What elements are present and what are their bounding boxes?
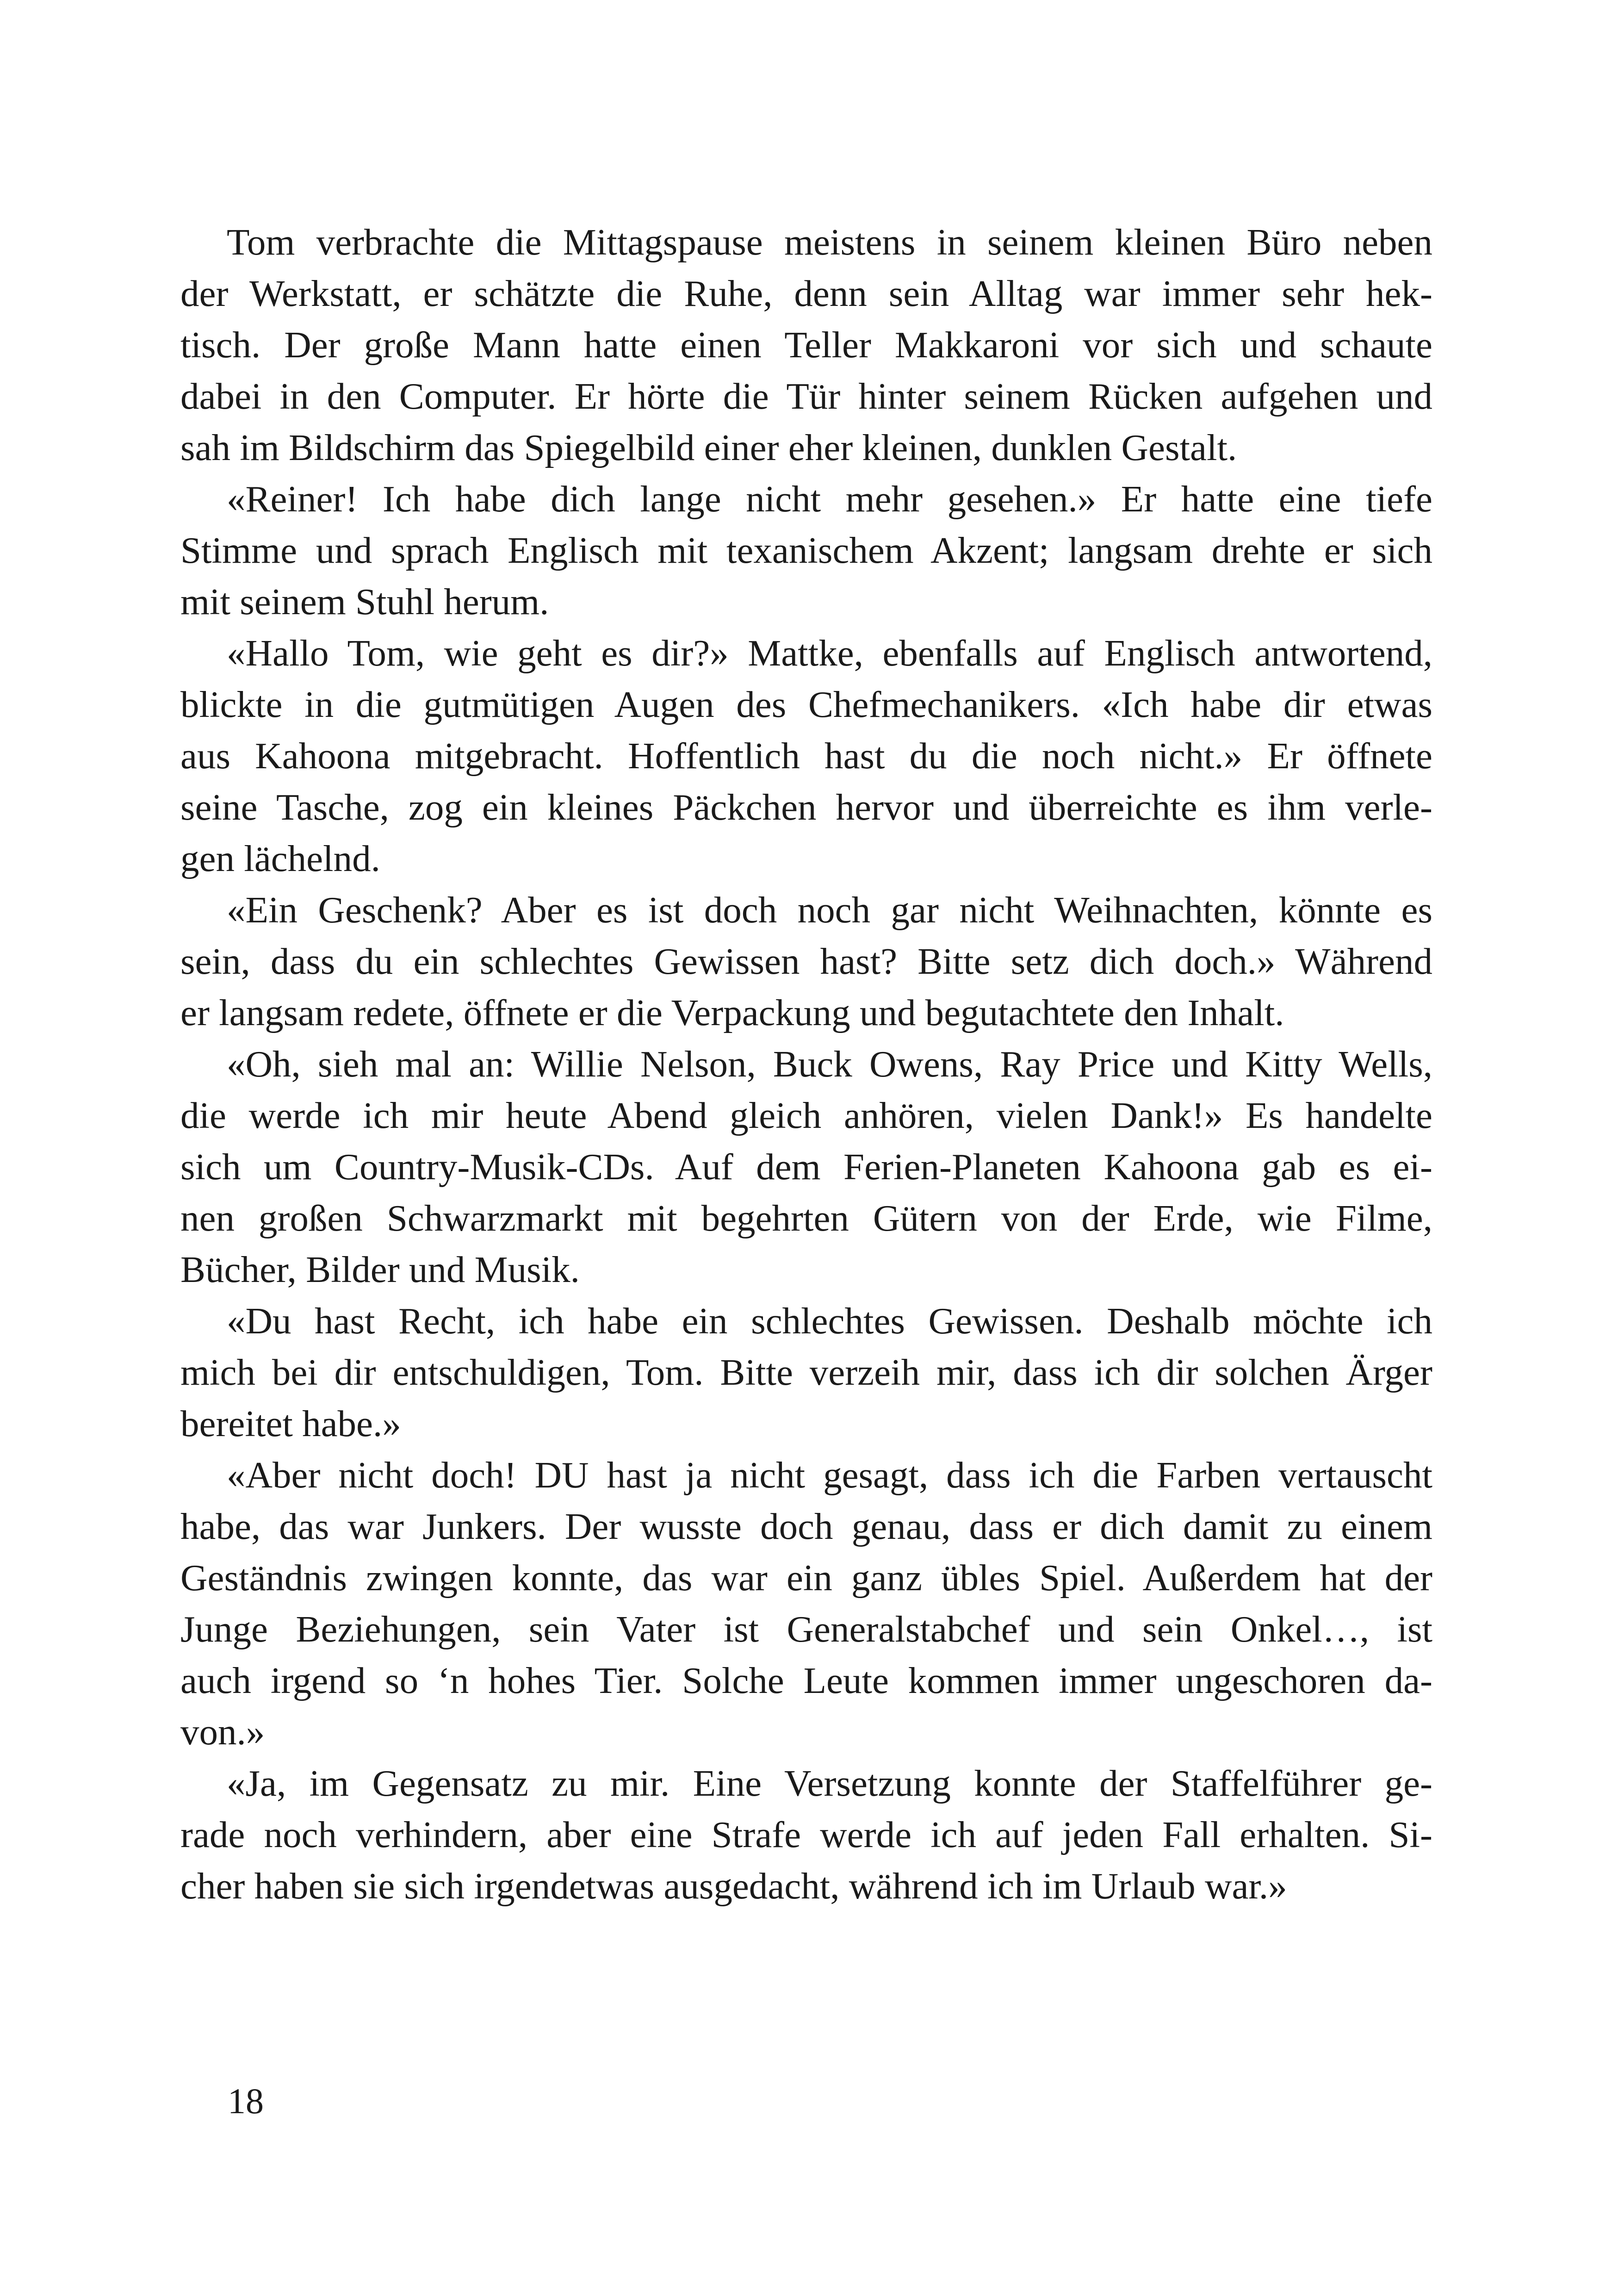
text-line: sah im Bildschirm das Spiegelbild einer eher kleinen, dunklen Gestalt. xyxy=(180,427,1237,468)
page-number: 18 xyxy=(228,2081,264,2121)
text-line: «Aber nicht doch! DU hast ja nicht gesagt, dass ich die Farben vertauscht xyxy=(227,1454,1432,1496)
text-line: «Oh, sieh mal an: Willie Nelson, Buck Owens, Ray Price und Kitty Wells, xyxy=(227,1043,1432,1085)
text-line: Stimme und sprach Englisch mit texanischem Akzent; langsam drehte er sich xyxy=(180,529,1432,571)
text-line: aus Kahoona mitgebracht. Hoffentlich hast du die noch nicht.» Er öffnete xyxy=(180,735,1432,777)
paragraph xyxy=(180,1295,1432,1450)
paragraph xyxy=(180,473,1432,628)
text-line: «Reiner! Ich habe dich lange nicht mehr gesehen.» Er hatte eine tiefe xyxy=(227,478,1432,520)
text-line: «Ja, im Gegensatz zu mir. Eine Versetzung konnte der Staffelführer ge- xyxy=(227,1762,1432,1804)
paragraph xyxy=(180,1039,1432,1295)
text-line: sich um Country-Musik-CDs. Auf dem Ferien-Planeten Kahoona gab es ei- xyxy=(180,1146,1432,1188)
text-line: er langsam redete, öffnete er die Verpackung und begutachtete den Inhalt. xyxy=(180,992,1284,1033)
text-line: rade noch verhindern, aber eine Strafe werde ich auf jeden Fall erhalten. Si- xyxy=(180,1814,1432,1855)
text-line: cher haben sie sich irgendetwas ausgedacht, während ich im Urlaub war.» xyxy=(180,1865,1287,1907)
paragraph xyxy=(180,1758,1432,1912)
text-line: mit seinem Stuhl herum. xyxy=(180,581,549,622)
text-line: seine Tasche, zog ein kleines Päckchen hervor und überreichte es ihm verle- xyxy=(180,786,1432,828)
text-line: auch irgend so ‘n hohes Tier. Solche Leute kommen immer ungeschoren da- xyxy=(180,1660,1432,1701)
text-line: sein, dass du ein schlechtes Gewissen hast? Bitte setz dich doch.» Während xyxy=(180,940,1432,982)
text-line: der Werkstatt, er schätzte die Ruhe, denn sein Alltag war immer sehr hek- xyxy=(180,273,1432,314)
text-line: bereitet habe.» xyxy=(180,1403,401,1444)
text-line: habe, das war Junkers. Der wusste doch genau, dass er dich damit zu einem xyxy=(180,1506,1432,1547)
text-line: tisch. Der große Mann hatte einen Teller Makkaroni vor sich und schaute xyxy=(180,324,1432,366)
paragraph xyxy=(180,217,1432,473)
text-line: «Ein Geschenk? Aber es ist doch noch gar nicht Weihnachten, könnte es xyxy=(227,889,1432,931)
text-line: Tom verbrachte die Mittagspause meistens in seinem kleinen Büro neben xyxy=(227,221,1432,263)
paragraph xyxy=(180,628,1432,884)
text-line: Junge Beziehungen, sein Vater ist Generalstabchef und sein Onkel…, ist xyxy=(180,1608,1432,1650)
body-text xyxy=(180,217,1432,1912)
text-line: Bücher, Bilder und Musik. xyxy=(180,1249,580,1290)
text-line: «Hallo Tom, wie geht es dir?» Mattke, ebenfalls auf Englisch antwortend, xyxy=(227,632,1432,674)
text-line: gen lächelnd. xyxy=(180,838,380,879)
text-line: von.» xyxy=(180,1711,265,1753)
text-line: Geständnis zwingen konnte, das war ein ganz übles Spiel. Außerdem hat der xyxy=(180,1557,1432,1599)
text-line: dabei in den Computer. Er hörte die Tür hinter seinem Rücken aufgehen und xyxy=(180,375,1432,417)
paragraph xyxy=(180,1450,1432,1758)
text-line: die werde ich mir heute Abend gleich anhören, vielen Dank!» Es handelte xyxy=(180,1095,1432,1136)
text-line: nen großen Schwarzmarkt mit begehrten Gütern von der Erde, wie Filme, xyxy=(180,1197,1432,1239)
text-line: blickte in die gutmütigen Augen des Chefmechanikers. «Ich habe dir etwas xyxy=(180,684,1432,725)
text-line: «Du hast Recht, ich habe ein schlechtes Gewissen. Deshalb möchte ich xyxy=(227,1300,1432,1342)
text-line: mich bei dir entschuldigen, Tom. Bitte verzeih mir, dass ich dir solchen Ärger xyxy=(180,1351,1432,1393)
paragraph xyxy=(180,884,1432,1039)
